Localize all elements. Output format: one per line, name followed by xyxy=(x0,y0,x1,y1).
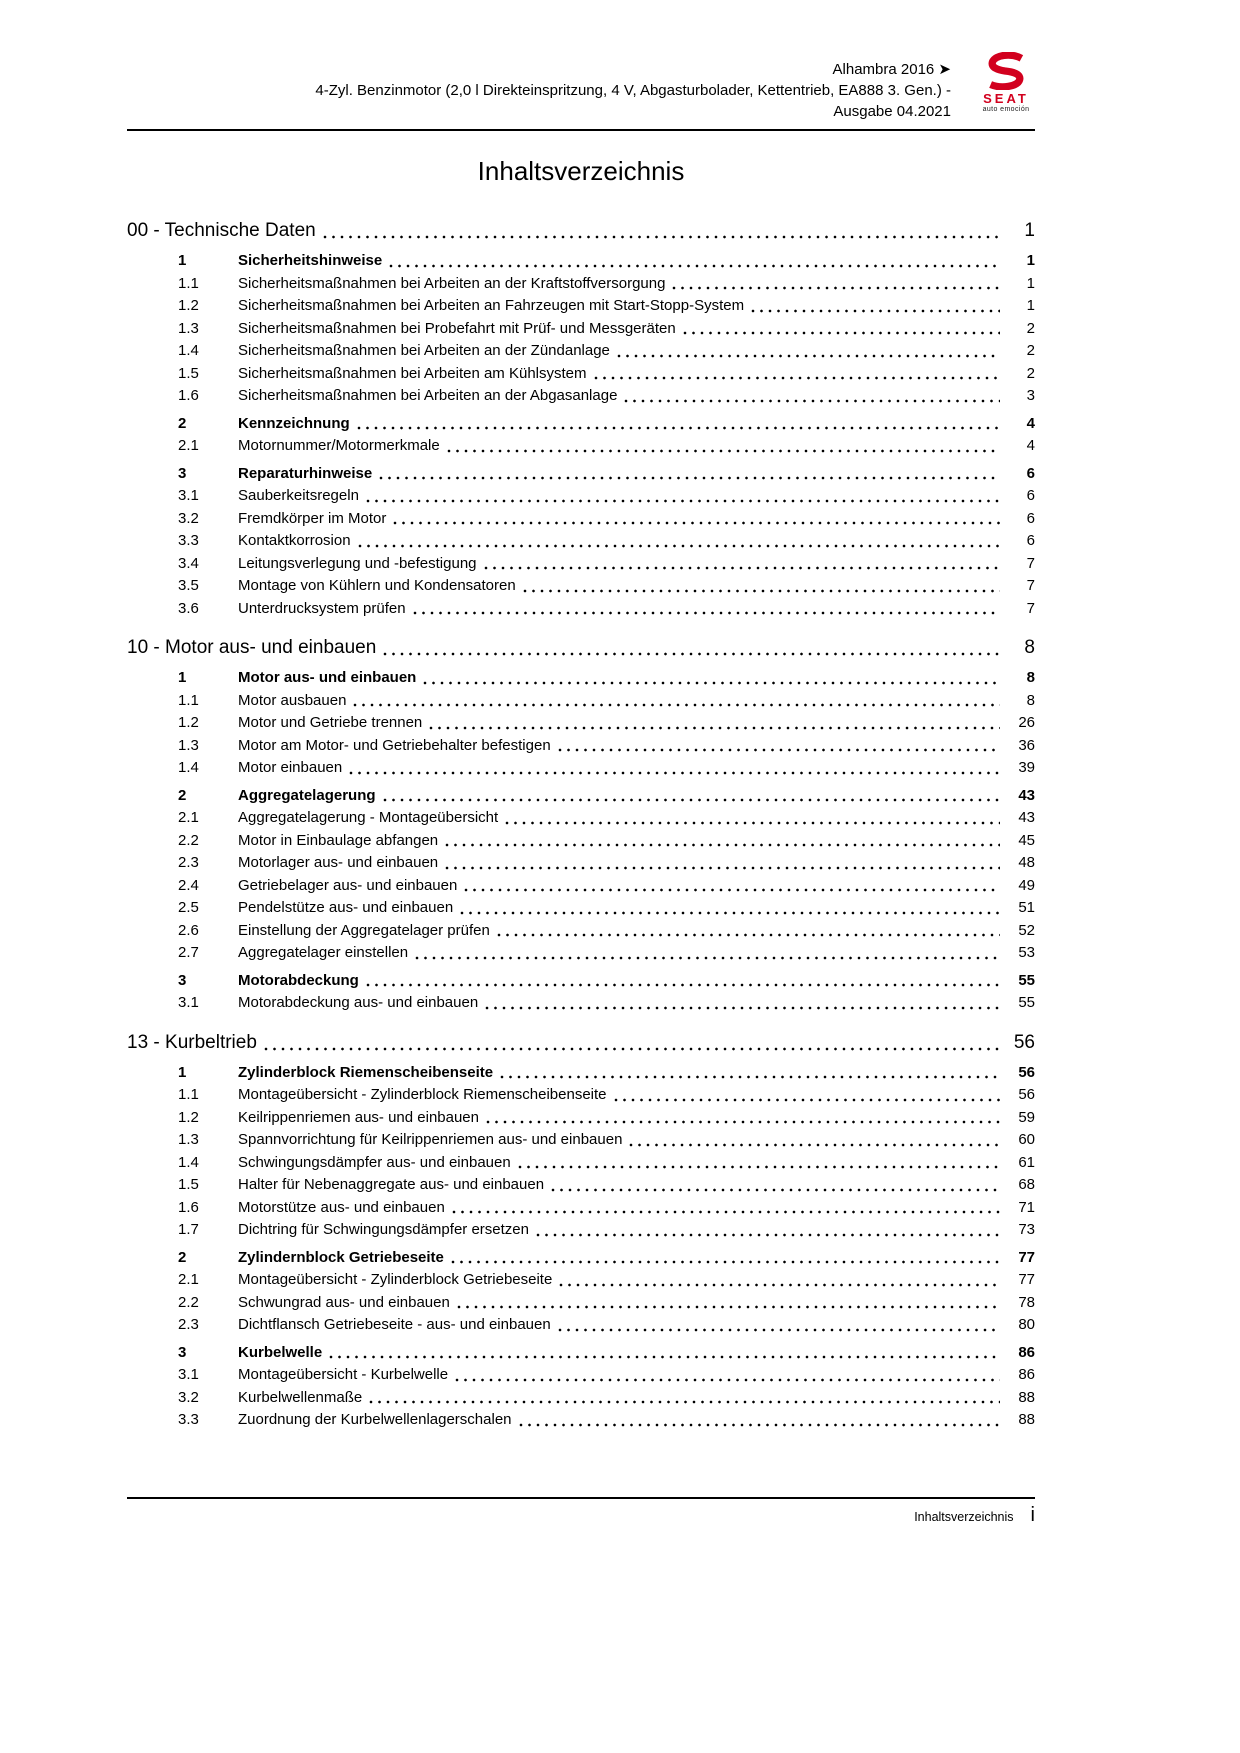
entry-title: Sicherheitsmaßnahmen bei Arbeiten am Kühlsystem xyxy=(238,364,587,382)
entry-number: 3.3 xyxy=(178,1411,199,1428)
entry-number: 1 xyxy=(178,669,187,686)
entry-number: 1.2 xyxy=(178,297,199,314)
dot-leader xyxy=(358,544,1000,548)
entry-title: Schwingungsdämpfer aus- und einbauen xyxy=(238,1153,511,1171)
toc-entry[interactable] xyxy=(127,273,1035,296)
chapter-page-number: 8 xyxy=(1024,637,1035,658)
model-name: Alhambra 2016 ➤ xyxy=(832,61,951,78)
entry-number: 3.2 xyxy=(178,1388,199,1406)
entry-page-number: 8 xyxy=(1026,669,1035,686)
dot-leader xyxy=(451,1260,1000,1264)
entry-number: 1.2 xyxy=(178,1108,199,1126)
dot-leader xyxy=(497,933,1000,937)
dot-leader xyxy=(445,866,1000,870)
entry-page-number: 53 xyxy=(1018,944,1035,961)
entry-page-number: 55 xyxy=(1018,994,1035,1011)
entry-title: Kontaktkorrosion xyxy=(238,532,351,549)
dot-leader xyxy=(629,1143,1000,1147)
entry-title: Montageübersicht - Kurbelwelle xyxy=(238,1366,449,1383)
seat-tagline: auto emoción xyxy=(982,106,1030,113)
toc-entry[interactable] xyxy=(127,575,1035,598)
entry-number: 2.1 xyxy=(178,809,199,826)
dot-leader xyxy=(500,1075,1000,1079)
entry-page-number: 26 xyxy=(1018,714,1035,731)
toc-entry[interactable] xyxy=(127,897,1035,920)
entry-page-number: 7 xyxy=(1026,599,1035,617)
dot-leader xyxy=(558,748,1000,752)
toc-entry[interactable] xyxy=(127,1387,1035,1410)
entry-number: 2.3 xyxy=(178,854,199,871)
toc-entry[interactable] xyxy=(127,363,1035,386)
toc-entry[interactable] xyxy=(127,690,1035,713)
dot-leader xyxy=(485,1006,1000,1010)
entry-page-number: 43 xyxy=(1018,786,1035,804)
dot-leader xyxy=(383,798,1000,802)
toc-entry[interactable] xyxy=(127,508,1035,531)
toc-entry[interactable] xyxy=(127,1129,1035,1152)
dot-leader xyxy=(523,589,1000,593)
entry-page-number: 4 xyxy=(1026,414,1035,432)
dot-leader xyxy=(558,1328,1000,1332)
entry-title: Motor und Getriebe trennen xyxy=(238,714,423,731)
entry-title: Montageübersicht - Zylinderblock Getriebeseite xyxy=(238,1271,553,1288)
entry-page-number: 2 xyxy=(1026,342,1035,359)
dot-leader xyxy=(264,1047,1000,1051)
toc-entry[interactable] xyxy=(127,1247,1035,1270)
entry-page-number: 71 xyxy=(1018,1198,1035,1216)
dot-leader xyxy=(366,499,1000,503)
dot-leader xyxy=(460,911,1000,915)
toc-entry[interactable] xyxy=(127,1084,1035,1107)
dot-leader xyxy=(518,1165,1000,1169)
dot-leader xyxy=(389,264,1000,268)
entry-title: Sicherheitsmaßnahmen bei Probefahrt mit Prüf- und Messgeräten xyxy=(238,319,676,337)
entry-page-number: 68 xyxy=(1018,1176,1035,1193)
toc-entry[interactable] xyxy=(127,1342,1035,1365)
dot-leader xyxy=(624,399,1000,403)
entry-page-number: 73 xyxy=(1018,1221,1035,1238)
entry-page-number: 36 xyxy=(1018,736,1035,754)
entry-page-number: 6 xyxy=(1026,509,1035,527)
toc-entry[interactable] xyxy=(127,530,1035,553)
entry-number: 3.1 xyxy=(178,1366,199,1383)
entry-number: 1.7 xyxy=(178,1221,199,1238)
dot-leader xyxy=(683,331,1000,335)
entry-number: 3 xyxy=(178,1343,187,1361)
dot-leader xyxy=(464,888,1000,892)
dot-leader xyxy=(486,1120,1000,1124)
dot-leader xyxy=(393,521,1000,525)
entry-number: 3.2 xyxy=(178,509,199,527)
entry-number: 1.3 xyxy=(178,736,199,754)
toc-entry[interactable] xyxy=(127,1062,1035,1085)
dot-leader xyxy=(447,449,1000,453)
dot-leader xyxy=(536,1233,1000,1237)
dot-leader xyxy=(357,426,1000,430)
entry-title: Einstellung der Aggregatelager prüfen xyxy=(238,921,490,939)
dot-leader xyxy=(329,1355,1000,1359)
entry-number: 1.6 xyxy=(178,387,199,404)
dot-leader xyxy=(366,983,1000,987)
entry-title: Fremdkörper im Motor xyxy=(238,509,387,527)
entry-page-number: 6 xyxy=(1026,532,1035,549)
dot-leader xyxy=(383,652,1000,656)
footer-page-number: i xyxy=(1030,1504,1035,1526)
entry-title: Motor einbauen xyxy=(238,759,343,776)
entry-title: Zylindernblock Getriebeseite xyxy=(238,1248,444,1266)
toc-entry[interactable] xyxy=(127,435,1035,458)
seat-wordmark: SEAT xyxy=(983,91,1029,106)
toc-entry[interactable] xyxy=(127,970,1035,993)
footer-section-label: Inhaltsverzeichnis xyxy=(914,1510,1014,1524)
entry-page-number: 78 xyxy=(1018,1293,1035,1311)
seat-s-icon xyxy=(983,52,1029,90)
dot-leader xyxy=(551,1188,1000,1192)
toc-entry[interactable] xyxy=(127,1314,1035,1337)
entry-title: Leitungsverlegung und -befestigung xyxy=(238,554,477,572)
entry-page-number: 88 xyxy=(1018,1388,1035,1406)
entry-page-number: 8 xyxy=(1026,691,1035,709)
dot-leader xyxy=(369,1400,1000,1404)
entry-number: 2.7 xyxy=(178,944,199,961)
toc xyxy=(127,217,1035,1432)
dot-leader xyxy=(751,309,1000,313)
entry-number: 1.3 xyxy=(178,319,199,337)
toc-entry[interactable] xyxy=(127,250,1035,273)
entry-title: Motorlager aus- und einbauen xyxy=(238,854,439,871)
toc-entry[interactable] xyxy=(127,830,1035,853)
entry-number: 2.5 xyxy=(178,899,199,916)
header xyxy=(127,52,1035,122)
entry-number: 3.3 xyxy=(178,532,199,549)
entry-number: 1.3 xyxy=(178,1131,199,1148)
entry-page-number: 2 xyxy=(1026,319,1035,337)
entry-title: Sauberkeitsregeln xyxy=(238,487,359,504)
toc-entry[interactable] xyxy=(127,1174,1035,1197)
dot-leader xyxy=(413,611,1000,615)
toc-chapter xyxy=(127,634,1035,1015)
dot-leader xyxy=(617,354,1000,358)
entry-page-number: 7 xyxy=(1026,577,1035,594)
entry-title: Motorabdeckung xyxy=(238,971,359,989)
dot-leader xyxy=(452,1210,1000,1214)
dot-leader xyxy=(423,681,1000,685)
entry-number: 1 xyxy=(178,1063,187,1081)
entry-title: Sicherheitsmaßnahmen bei Arbeiten an Fahrzeugen mit Start-Stopp-System xyxy=(238,297,745,314)
entry-number: 2 xyxy=(178,414,187,432)
toc-chapter-heading[interactable] xyxy=(127,217,1035,245)
entry-title: Schwungrad aus- und einbauen xyxy=(238,1293,450,1311)
entry-page-number: 1 xyxy=(1026,274,1035,292)
entry-title: Halter für Nebenaggregate aus- und einbauen xyxy=(238,1176,545,1193)
dot-leader xyxy=(505,821,1000,825)
entry-page-number: 39 xyxy=(1018,759,1035,776)
entry-number: 3.1 xyxy=(178,994,199,1011)
toc-entry[interactable] xyxy=(127,1269,1035,1292)
entry-number: 1.6 xyxy=(178,1198,199,1216)
entry-title: Montageübersicht - Zylinderblock Riemenscheibenseite xyxy=(238,1086,607,1103)
entry-page-number: 61 xyxy=(1018,1153,1035,1171)
dot-leader xyxy=(415,956,1000,960)
entry-number: 2.3 xyxy=(178,1316,199,1333)
entry-page-number: 77 xyxy=(1018,1248,1035,1266)
toc-entry[interactable] xyxy=(127,920,1035,943)
entry-page-number: 49 xyxy=(1018,876,1035,894)
toc-chapter-heading[interactable] xyxy=(127,1029,1035,1057)
header-text xyxy=(315,52,951,122)
entry-page-number: 59 xyxy=(1018,1108,1035,1126)
entry-title: Keilrippenriemen aus- und einbauen xyxy=(238,1108,479,1126)
entry-title: Dichtflansch Getriebeseite - aus- und einbauen xyxy=(238,1316,551,1333)
entry-title: Montage von Kühlern und Kondensatoren xyxy=(238,577,516,594)
chapter-title: 13 - Kurbeltrieb xyxy=(127,1031,257,1053)
entry-title: Unterdrucksystem prüfen xyxy=(238,599,406,617)
entry-page-number: 56 xyxy=(1018,1086,1035,1103)
entry-page-number: 55 xyxy=(1018,971,1035,989)
entry-page-number: 3 xyxy=(1026,387,1035,404)
entry-title: Reparaturhinweise xyxy=(238,464,373,482)
entry-title: Zylinderblock Riemenscheibenseite xyxy=(238,1063,494,1081)
entry-title: Sicherheitsmaßnahmen bei Arbeiten an der Zündanlage xyxy=(238,342,610,359)
dot-leader xyxy=(519,1423,1000,1427)
toc-entry[interactable] xyxy=(127,1292,1035,1315)
toc-entry[interactable] xyxy=(127,485,1035,508)
toc-entry[interactable] xyxy=(127,875,1035,898)
entry-page-number: 7 xyxy=(1026,554,1035,572)
entry-title: Motor aus- und einbauen xyxy=(238,669,417,686)
entry-number: 3 xyxy=(178,971,187,989)
entry-page-number: 52 xyxy=(1018,921,1035,939)
entry-page-number: 4 xyxy=(1026,437,1035,454)
entry-number: 3 xyxy=(178,464,187,482)
entry-title: Aggregatelager einstellen xyxy=(238,944,409,961)
toc-entry[interactable] xyxy=(127,1107,1035,1130)
toc-entry[interactable] xyxy=(127,1152,1035,1175)
entry-number: 2.2 xyxy=(178,831,199,849)
entry-page-number: 60 xyxy=(1018,1131,1035,1148)
toc-entry[interactable] xyxy=(127,712,1035,735)
toc-entry[interactable] xyxy=(127,318,1035,341)
entry-page-number: 43 xyxy=(1018,809,1035,826)
entry-number: 1.1 xyxy=(178,691,199,709)
toc-entry[interactable] xyxy=(127,667,1035,690)
entry-title: Sicherheitshinweise xyxy=(238,252,383,269)
entry-number: 1.2 xyxy=(178,714,199,731)
entry-title: Aggregatelagerung xyxy=(238,786,376,804)
page-title: Inhaltsverzeichnis xyxy=(477,156,685,186)
toc-entry[interactable] xyxy=(127,942,1035,965)
entry-number: 2.1 xyxy=(178,437,199,454)
toc-entry[interactable] xyxy=(127,1364,1035,1387)
toc-entry[interactable] xyxy=(127,1219,1035,1242)
entry-number: 1.5 xyxy=(178,1176,199,1193)
entry-title: Motor am Motor- und Getriebehalter befestigen xyxy=(238,736,551,754)
edition-date: Ausgabe 04.2021 xyxy=(833,103,951,120)
entry-number: 2.6 xyxy=(178,921,199,939)
toc-entry[interactable] xyxy=(127,852,1035,875)
entry-page-number: 1 xyxy=(1026,252,1035,269)
toc-entry[interactable] xyxy=(127,735,1035,758)
entry-number: 3.1 xyxy=(178,487,199,504)
entry-number: 1.4 xyxy=(178,1153,199,1171)
toc-entry[interactable] xyxy=(127,598,1035,621)
dot-leader xyxy=(484,566,1000,570)
entry-number: 3.6 xyxy=(178,599,199,617)
dot-leader xyxy=(445,843,1000,847)
entry-title: Spannvorrichtung für Keilrippenriemen aus- und einbauen xyxy=(238,1131,623,1148)
entry-page-number: 56 xyxy=(1018,1063,1035,1081)
entry-page-number: 6 xyxy=(1026,487,1035,504)
entry-page-number: 45 xyxy=(1018,831,1035,849)
header-rule xyxy=(127,129,1035,131)
toc-entry[interactable] xyxy=(127,463,1035,486)
dot-leader xyxy=(379,476,1000,480)
entry-page-number: 51 xyxy=(1018,899,1035,916)
dot-leader xyxy=(349,771,1000,775)
entry-number: 3.4 xyxy=(178,554,199,572)
dot-leader xyxy=(455,1378,1000,1382)
entry-number: 3.5 xyxy=(178,577,199,594)
dot-leader xyxy=(323,235,1000,239)
entry-number: 2.2 xyxy=(178,1293,199,1311)
entry-page-number: 77 xyxy=(1018,1271,1035,1288)
footer-line xyxy=(127,1504,1035,1527)
entry-number: 1 xyxy=(178,252,187,269)
chapter-title: 00 - Technische Daten xyxy=(127,220,316,241)
entry-title: Kurbelwellenmaße xyxy=(238,1388,363,1406)
toc-entry[interactable] xyxy=(127,340,1035,363)
entry-title: Zuordnung der Kurbelwellenlagerschalen xyxy=(238,1411,512,1428)
toc-entry[interactable] xyxy=(127,1409,1035,1432)
toc-chapter xyxy=(127,1029,1035,1432)
toc-entry[interactable] xyxy=(127,295,1035,318)
toc-entry[interactable] xyxy=(127,413,1035,436)
toc-entry[interactable] xyxy=(127,1197,1035,1220)
entry-title: Sicherheitsmaßnahmen bei Arbeiten an der Abgasanlage xyxy=(238,387,618,404)
dot-leader xyxy=(594,376,1000,380)
entry-page-number: 86 xyxy=(1018,1343,1035,1361)
toc-entry[interactable] xyxy=(127,807,1035,830)
entry-number: 1.4 xyxy=(178,342,199,359)
entry-page-number: 88 xyxy=(1018,1411,1035,1428)
dot-leader xyxy=(457,1305,1000,1309)
toc-chapter-heading[interactable] xyxy=(127,634,1035,662)
toc-chapter xyxy=(127,217,1035,620)
chapter-title: 10 - Motor aus- und einbauen xyxy=(127,637,377,658)
entry-number: 2.4 xyxy=(178,876,199,894)
entry-title: Motor in Einbaulage abfangen xyxy=(238,831,439,849)
dot-leader xyxy=(559,1283,1000,1287)
toc-entry[interactable] xyxy=(127,992,1035,1015)
entry-title: Getriebelager aus- und einbauen xyxy=(238,876,458,894)
chapter-page-number: 1 xyxy=(1024,220,1035,241)
footer xyxy=(127,1497,1035,1527)
entry-page-number: 86 xyxy=(1018,1366,1035,1383)
entry-page-number: 6 xyxy=(1026,464,1035,482)
entry-title: Dichtring für Schwingungsdämpfer ersetzen xyxy=(238,1221,529,1238)
engine-description: 4-Zyl. Benzinmotor (2,0 l Direkteinspritzung, 4 V, Abgasturbolader, Kettentrieb, EA888 3. Gen.) - xyxy=(315,82,951,99)
entry-number: 1.1 xyxy=(178,274,199,292)
entry-title: Pendelstütze aus- und einbauen xyxy=(238,899,454,916)
chapter-page-number: 56 xyxy=(1013,1031,1035,1053)
entry-title: Motornummer/Motormerkmale xyxy=(238,437,440,454)
dot-leader xyxy=(429,726,1000,730)
toc-entry[interactable] xyxy=(127,553,1035,576)
entry-page-number: 1 xyxy=(1026,297,1035,314)
dot-leader xyxy=(614,1098,1000,1102)
entry-number: 1.5 xyxy=(178,364,199,382)
entry-number: 2 xyxy=(178,1248,187,1266)
entry-number: 1.1 xyxy=(178,1086,199,1103)
entry-number: 2.1 xyxy=(178,1271,199,1288)
seat-logo xyxy=(977,52,1035,113)
entry-title: Aggregatelagerung - Montageübersicht xyxy=(238,809,499,826)
entry-page-number: 2 xyxy=(1026,364,1035,382)
toc-entry[interactable] xyxy=(127,385,1035,408)
entry-title: Kennzeichnung xyxy=(238,414,350,432)
entry-page-number: 80 xyxy=(1018,1316,1035,1333)
dot-leader xyxy=(353,703,1000,707)
dot-leader xyxy=(672,286,1000,290)
entry-number: 1.4 xyxy=(178,759,199,776)
entry-title: Motor ausbauen xyxy=(238,691,347,709)
entry-title: Kurbelwelle xyxy=(238,1343,323,1361)
entry-number: 2 xyxy=(178,786,187,804)
toc-entry[interactable] xyxy=(127,757,1035,780)
toc-entry[interactable] xyxy=(127,785,1035,808)
entry-title: Motorabdeckung aus- und einbauen xyxy=(238,994,479,1011)
entry-title: Motorstütze aus- und einbauen xyxy=(238,1198,445,1216)
entry-page-number: 48 xyxy=(1018,854,1035,871)
entry-title: Sicherheitsmaßnahmen bei Arbeiten an der Kraftstoffversorgung xyxy=(238,274,666,292)
